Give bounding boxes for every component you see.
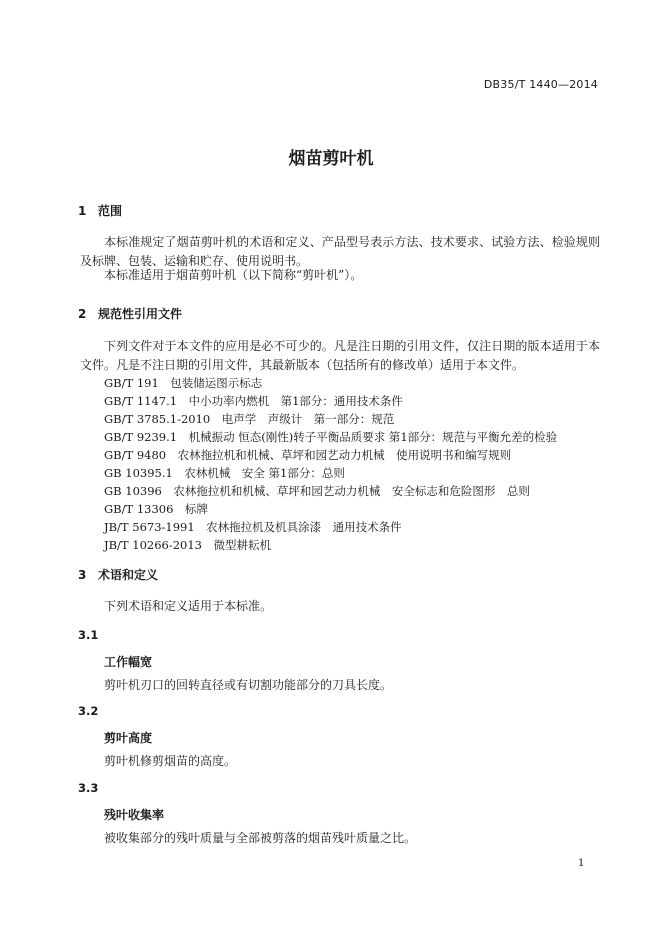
section-title: 范围 bbox=[98, 204, 123, 218]
references-intro-paragraph: 下列文件对于本文件的应用是必不可少的。凡是注日期的引用文件，仅注日期的版本适用于本文件。凡是不注日期的引用文件，其最新版本（包括所有的修改单）适用于本文件。 bbox=[80, 339, 600, 372]
reference-item: JB/T 10266-2013 微型耕耘机 bbox=[104, 538, 271, 552]
term-definition: 剪叶机刃口的回转直径或有切割功能部分的刀具长度。 bbox=[104, 678, 393, 692]
scope-paragraph: 本标准规定了烟苗剪叶机的术语和定义、产品型号表示方法、技术要求、试验方法、检验规则及标牌、包装、运输和贮存、使用说明书。 bbox=[80, 235, 600, 268]
reference-item: GB 10395.1 农林机械 安全 第1部分：总则 bbox=[104, 466, 345, 480]
section-title: 术语和定义 bbox=[98, 568, 159, 582]
reference-item: GB 10396 农林拖拉机和机械、草坪和园艺动力机械 安全标志和危险图形 总则 bbox=[104, 484, 530, 498]
terms-intro: 下列术语和定义适用于本标准。 bbox=[104, 599, 273, 613]
page-number: 1 bbox=[578, 858, 585, 869]
document-title: 烟苗剪叶机 bbox=[288, 149, 374, 169]
clause-number: 3.1 bbox=[78, 628, 99, 642]
term-definition: 剪叶机修剪烟苗的高度。 bbox=[104, 754, 237, 768]
term-name: 工作幅宽 bbox=[104, 655, 153, 669]
section-number: 1 bbox=[78, 204, 87, 218]
term-definition: 被收集部分的残叶质量与全部被剪落的烟苗残叶质量之比。 bbox=[104, 831, 417, 845]
clause-number: 3.2 bbox=[78, 704, 99, 718]
reference-list bbox=[104, 374, 557, 554]
section-heading-terms-definitions bbox=[78, 566, 158, 583]
reference-item: JB/T 5673-1991 农林拖拉机及机具涂漆 通用技术条件 bbox=[104, 520, 402, 534]
section-number: 2 bbox=[78, 307, 87, 321]
reference-item: GB/T 13306 标牌 bbox=[104, 502, 208, 516]
reference-item: GB/T 9239.1 机械振动 恒态(刚性)转子平衡品质要求 第1部分：规范与平衡允差的检验 bbox=[104, 430, 558, 444]
term-name: 剪叶高度 bbox=[104, 731, 153, 745]
section-number: 3 bbox=[78, 568, 87, 582]
clause-number: 3.3 bbox=[78, 781, 99, 795]
reference-item: GB/T 1147.1 中小功率内燃机 第1部分：通用技术条件 bbox=[104, 394, 403, 408]
term-name: 残叶收集率 bbox=[104, 808, 165, 822]
reference-item: GB/T 3785.1-2010 电声学 声级计 第一部分：规范 bbox=[104, 412, 395, 426]
section-heading-normative-references bbox=[78, 305, 182, 322]
reference-item: GB/T 191 包装储运图示标志 bbox=[104, 376, 263, 390]
reference-item: GB/T 9480 农林拖拉机和机械、草坪和园艺动力机械 使用说明书和编写规则 bbox=[104, 448, 512, 462]
standard-code: DB35/T 1440—2014 bbox=[483, 78, 598, 91]
section-title: 规范性引用文件 bbox=[98, 307, 183, 321]
section-heading-scope bbox=[78, 202, 122, 219]
scope-applicability: 本标准适用于烟苗剪叶机（以下简称“剪叶机”）。 bbox=[104, 268, 363, 282]
